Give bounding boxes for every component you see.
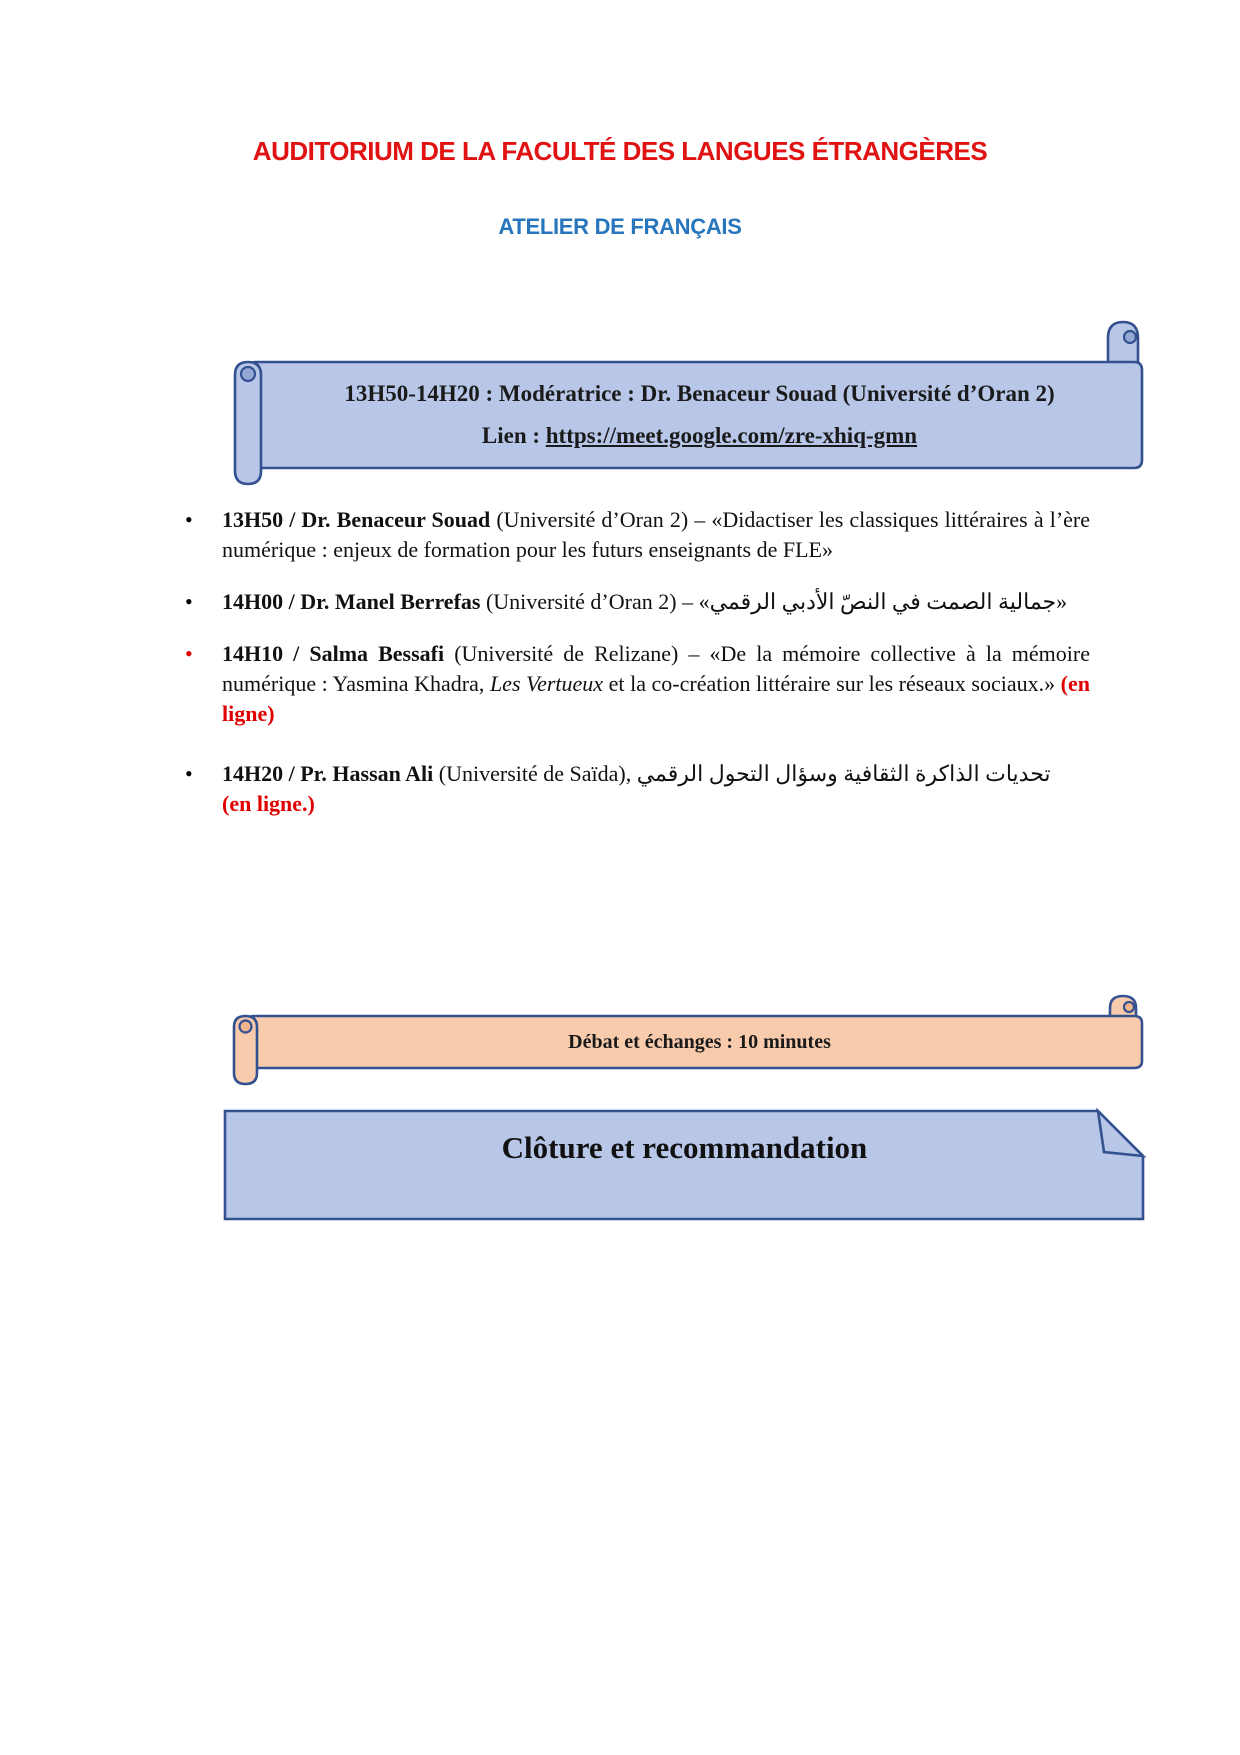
session-detail: et la co-création littéraire sur les réseaux sociaux.» xyxy=(603,671,1061,696)
session-time-speaker: 14H10 / Salma Bessafi xyxy=(222,641,455,666)
page-title: AUDITORIUM DE LA FACULTÉ DES LANGUES ÉTRANGÈRES xyxy=(252,136,988,166)
session-detail: (Université d’Oran 2) – xyxy=(485,589,699,614)
moderation-line: 13H50-14H20 : Modératrice : Dr. Benaceur Souad (Université d’Oran 2) xyxy=(344,380,1055,406)
session-time-speaker: 13H50 / Dr. Benaceur Souad xyxy=(222,507,497,532)
closing-box xyxy=(222,1108,1147,1222)
link-label: Lien : xyxy=(481,423,546,449)
moderation-banner xyxy=(222,316,1147,488)
online-note: (en ligne.) xyxy=(222,791,315,816)
debate-banner-text: Débat et échanges : 10 minutes xyxy=(568,1030,831,1053)
list-item xyxy=(185,587,1090,617)
book-title: Les Vertueux xyxy=(489,671,604,696)
closing-box-text: Clôture et recommandation xyxy=(501,1130,868,1165)
session-title-arabic: «جمالية الصمت في النصّ الأدبي الرقمي» xyxy=(698,589,1068,614)
session-entry xyxy=(222,505,1090,565)
session-list xyxy=(185,505,1090,841)
meet-link[interactable]: https://meet.google.com/zre-xhiq-gmn xyxy=(545,423,918,449)
list-item xyxy=(185,759,1090,819)
bullet-icon: • xyxy=(185,589,193,614)
session-entry xyxy=(222,587,1090,617)
page-subtitle: ATELIER DE FRANÇAIS xyxy=(498,214,742,239)
bullet-icon: • xyxy=(185,641,193,666)
debate-banner xyxy=(222,992,1147,1088)
meet-link-line xyxy=(270,423,1129,449)
online-note: (en ligne) xyxy=(222,671,1090,726)
list-item xyxy=(185,505,1090,565)
session-entry xyxy=(222,639,1090,729)
session-title-arabic: تحديات الذاكرة الثقافية وسؤال التحول الرقمي xyxy=(636,761,1051,786)
session-entry xyxy=(222,759,1090,819)
moderation-banner-text xyxy=(270,364,1129,466)
bullet-icon: • xyxy=(185,761,193,786)
session-time-speaker: 14H20 / Pr. Hassan Ali xyxy=(222,761,439,786)
session-detail: (Université d’Oran 2) – «Didactiser les classiques littéraires à l’ère numérique : enjeux de formation pour les futurs enseignants de FLE» xyxy=(222,507,1090,562)
session-detail: (Université de Saïda), xyxy=(438,761,637,786)
session-detail: (Université de Relizane) – «De la mémoire collective à la mémoire numérique : Yasmina Khadra, xyxy=(222,641,1090,696)
bullet-icon: • xyxy=(185,507,193,532)
session-time-speaker: 14H00 / Dr. Manel Berrefas xyxy=(222,589,486,614)
list-item xyxy=(185,639,1090,729)
